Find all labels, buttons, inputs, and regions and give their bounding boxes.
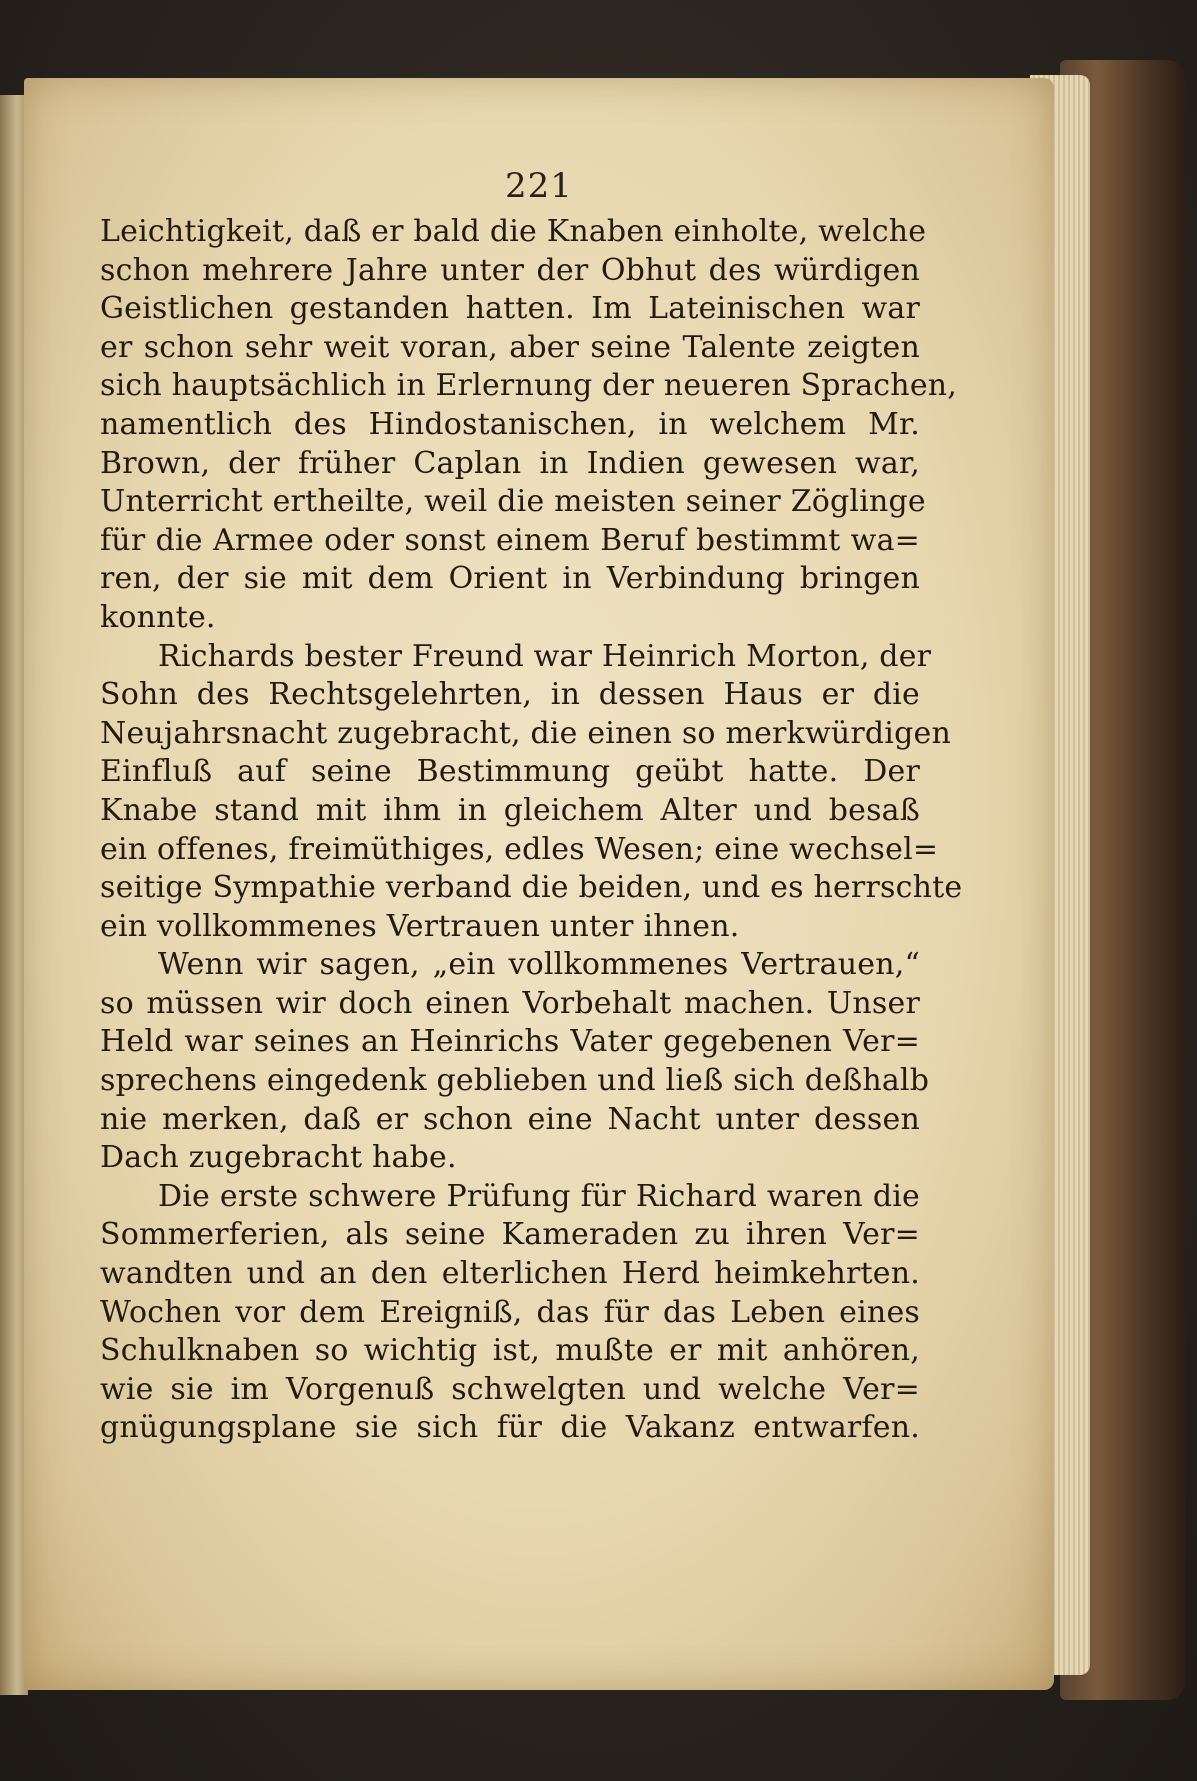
text-line: Einfluß auf seine Bestimmung geübt hatte. Der [100, 754, 920, 790]
text-line: Richards bester Freund war Heinrich Morton, der [158, 638, 932, 674]
text-line: Geistlichen gestanden hatten. Im Lateinischen war [100, 291, 920, 327]
text-line: Held war seines an Heinrichs Vater gegebenen Ver= [100, 1024, 920, 1060]
text-line: nie merken, daß er schon eine Nacht unter dessen [100, 1101, 920, 1137]
text-line: ren, der sie mit dem Orient in Verbindung bringen [100, 561, 920, 597]
text-line: namentlich des Hindostanischen, in welchem Mr. [100, 406, 920, 442]
text-line: gnügungsplane sie sich für die Vakanz entwarfen. [100, 1410, 920, 1446]
text-line: Wochen vor dem Ereigniß, das für das Leben eines [100, 1294, 920, 1330]
text-line: konnte. [100, 599, 216, 635]
text-line: seitige Sympathie verband die beiden, und es herrschte [100, 870, 963, 906]
text-line: Knabe stand mit ihm in gleichem Alter und besaß [100, 792, 920, 828]
text-line: ein vollkommenes Vertrauen unter ihnen. [100, 908, 740, 944]
text-line: Leichtigkeit, daß er bald die Knaben einholte, welche [100, 214, 927, 249]
text-line: Brown, der früher Caplan in Indien gewesen war, [100, 445, 920, 481]
text-line: Neujahrsnacht zugebracht, die einen so merkwürdigen [100, 715, 951, 751]
text-line: Schulknaben so wichtig ist, mußte er mit anhören, [100, 1333, 920, 1369]
body-text [100, 213, 963, 1448]
book-page [24, 78, 1054, 1690]
text-line: ein offenes, freimüthiges, edles Wesen; eine wechsel= [100, 831, 939, 867]
page-number: 221 [505, 166, 573, 206]
text-line: Wenn wir sagen, „ein vollkommenes Vertrauen,“ [158, 947, 920, 983]
text-line: so müssen wir doch einen Vorbehalt machen. Unser [100, 985, 920, 1021]
text-line: Unterricht ertheilte, weil die meisten seiner Zöglinge [100, 484, 926, 520]
text-line: er schon sehr weit voran, aber seine Talente zeigten [100, 329, 920, 365]
text-line: sprechens eingedenk geblieben und ließ sich deßhalb [100, 1063, 930, 1099]
text-line: Sommerferien, als seine Kameraden zu ihren Ver= [100, 1217, 920, 1253]
text-line: Sohn des Rechtsgelehrten, in dessen Haus er die [100, 677, 920, 713]
text-line: schon mehrere Jahre unter der Obhut des würdigen [100, 252, 920, 288]
text-line: für die Armee oder sonst einem Beruf bestimmt wa= [100, 522, 920, 558]
text-line: Die erste schwere Prüfung für Richard waren die [158, 1178, 920, 1214]
text-line: Dach zugebracht habe. [100, 1140, 457, 1176]
text-line: sich hauptsächlich in Erlernung der neueren Sprachen, [100, 368, 958, 404]
text-line: wandten und an den elterlichen Herd heimkehrten. [100, 1256, 920, 1292]
text-line: wie sie im Vorgenuß schwelgten und welche Ver= [100, 1371, 920, 1407]
